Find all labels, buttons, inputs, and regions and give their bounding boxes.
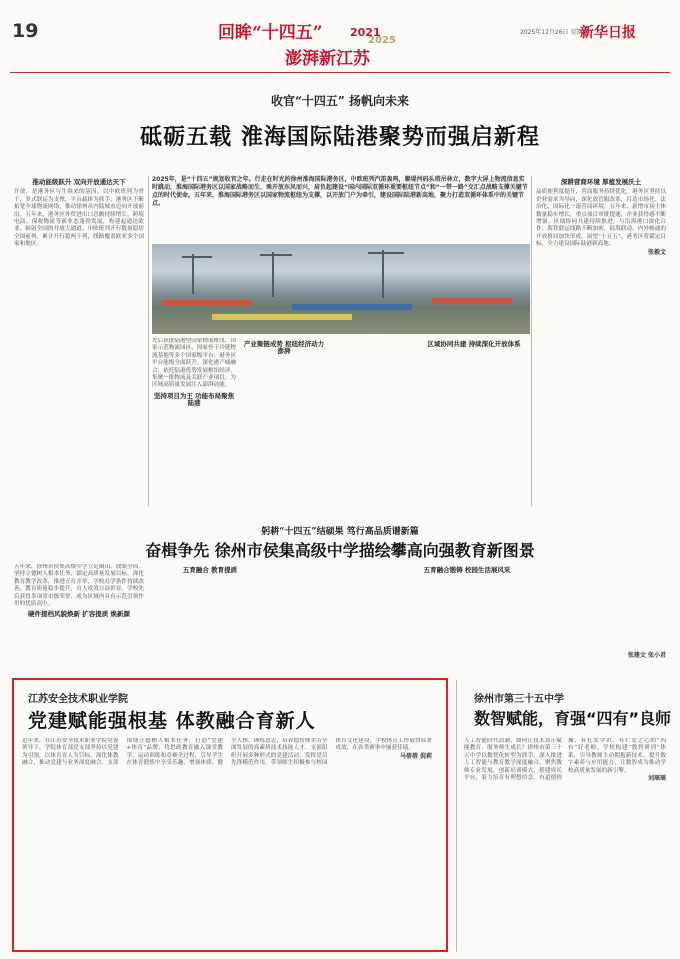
page-header bbox=[0, 0, 680, 76]
story1-lead: 2025年，是“十四五”规划收官之年。行走在时光的徐州淮海国际港务区，中欧班列汽笛轰鸣，顺堤河码头塔吊林立，数字大屏上物流信息实时跳动，淮海国际港务区以国家战略而生、乘开放东风而兴，肩负起建设“国内国际双循环重要枢纽节点”和“一带一路”交汇点战略支撑关键节点的时代使命。五年来，淮海国际港务区以国家物流枢纽为支撑，以开放门户为牵引，建设国际陆港新高地，聚力打造双循环体系中的关键节点。 bbox=[152, 176, 528, 207]
story1-right-subhead: 区域协同共建 持续深化开放体系 bbox=[427, 340, 521, 348]
newspaper-logo: 新华日报 bbox=[580, 25, 636, 41]
story2-text: 五年来，徐州市侯集高级中学立足铜山、放眼全国，坚持立德树人根本任务，锚定高质量发展目标，深化教育教学改革，推进五育并举，学校办学条件持续改善，教育质量稳步提升，育人成效日益彰显。学校先后获得多项省市级荣誉，成为区域内具有示范引领作用的优质高中。 bbox=[14, 564, 144, 608]
story3-kicker: 江苏安全技术职业学院 bbox=[28, 694, 128, 705]
story4-headline: 数智赋能，育强“四有”良师 bbox=[474, 709, 672, 728]
banner-year-end: 2025 bbox=[368, 35, 396, 46]
story2-kicker-wrap bbox=[0, 519, 680, 538]
story3-author: 马蓓蓓 倪莉 bbox=[399, 752, 432, 760]
column-divider bbox=[148, 176, 149, 506]
story1-left-column bbox=[14, 176, 144, 506]
story1-kicker: 收官“十四五” 扬帆向未来 bbox=[271, 94, 409, 108]
story4-text: 人工智能时代浪潮，如何让技术真正赋能教育、服务师生成长？徐州市第三十五中学以数智化转型为抓手，深入推进人工智能与教育教学深度融合，聚焦教师专业发展，创新培训模式，搭建成长平台，着力培育有理想信念、有道德情操、有扎实学识、有仁爱之心的“四有”好老师。学校构建“数智研训”体系，引导教师主动拥抱新技术，提升数字素养与应用能力，让数智成为推动学校高质量发展的新引擎。 bbox=[464, 738, 666, 782]
story1-far-right-subhead: 深耕营商环境 厚植发展沃土 bbox=[560, 178, 642, 186]
story4-body bbox=[464, 738, 666, 944]
story2-column-4 bbox=[402, 564, 532, 672]
header-rule bbox=[10, 72, 670, 73]
story2-kicker: 躬耕“十四五”结硕果 笃行高品质谱新篇 bbox=[261, 527, 419, 537]
story1-author: 张毅文 bbox=[647, 248, 666, 256]
story1-mid-subhead-2: 产业聚链成势 枢纽经济动力澎湃 bbox=[243, 340, 325, 356]
column-divider bbox=[456, 680, 457, 952]
story1-mid-text: 先后获批陆港型国家物流枢纽、国家示范物流园区、国家骨干冷链物流基地等多个国家级平台，港务区平台能级全面跃升。深化港产城融合，依托陆港优势发展枢纽经济，集聚一批物流及关联产业项目，为区域高质量发展注入澎湃动能。 bbox=[152, 338, 236, 389]
banner-title-line2: 澎湃新江苏 bbox=[285, 49, 370, 69]
story2-column-3 bbox=[276, 564, 396, 672]
port-aerial-photo bbox=[152, 244, 530, 334]
story1-mid-subhead: 坚持项目为王 功能布局聚焦陆港 bbox=[153, 391, 235, 408]
page-number: 19 bbox=[12, 20, 39, 42]
story1-far-right-text: 品质便利度提升，营商服务持续优化。港务区坚持以企业需求为导向，深化放管服改革，打造市场化、法治化、国际化一流营商环境。五年来，新增市场主体数量稳步增长，重点项目审批提速，企业获得感不断增强。区域协同共建持续推进，与沿海港口深化合作，海铁联运线路不断加密，陆海联动、内外畅通的开放格局加快形成。展望“十五五”，港务区将锚定目标，全力建设国际陆港新高地。 bbox=[536, 189, 666, 248]
story2-subhead-1: 硬件提档风貌焕新 扩容提质 焕新颜 bbox=[27, 610, 131, 619]
story4-kicker: 徐州市第三十五中学 bbox=[474, 694, 564, 705]
story3-body bbox=[22, 738, 432, 944]
story3-headline: 党建赋能强根基 体教融合育新人 bbox=[28, 710, 316, 732]
story2-subhead-2: 五育融合 教育提质 bbox=[182, 566, 238, 574]
banner-year-start: 2021 bbox=[350, 26, 381, 39]
banner-title-line1: 回眸“十四五” bbox=[218, 23, 323, 43]
story2-subhead-3: 五育融合锻铸 校园生活展风采 bbox=[423, 566, 511, 574]
story2-column-1 bbox=[14, 564, 144, 672]
story1-far-right-column bbox=[536, 176, 666, 506]
story1-left-text: 开放，是港务区与生俱来的基因。以中欧班列为骨干，多式联运为支撑，平台载体为抓手，港务区不断拓宽全球物流网络，推动徐州从内陆城市迈向开放前沿。五年来，港务区外贸进出口总额持续增长，跨境电商、保税物流等新业态蓬勃发展，构建起通达欧亚、辐射全国的开放大通道。中欧班列开行数量稳居全国前列，累计开行超两千列，线路覆盖欧亚多个国家和地区。 bbox=[14, 189, 144, 248]
story2-author: 张建文 张小君 bbox=[627, 652, 666, 659]
issue-date: 2025年12月26日 星期五 bbox=[520, 29, 589, 36]
story1-mid-column-3 bbox=[332, 338, 416, 510]
story1-mid-column-2 bbox=[242, 338, 326, 510]
story2-column-5 bbox=[538, 564, 666, 672]
column-divider bbox=[531, 176, 532, 506]
story2-headline: 奋楫争先 徐州市侯集高级中学描绘攀高向强教育新图景 bbox=[145, 541, 535, 560]
story3-text: 近年来，在江苏安全技术职业学院党委领导下，学院体育部党支部坚持以党建为引领，以体育育人为目标，深化体教融合，推动党建与业务深度融合。支部围绕立德树人根本任务，打造“党建+体育”品牌，将思政教育融入课堂教学、运动训练和竞赛全过程，引导学生在体育锻炼中享受乐趣、增强体质、健全人格、锤炼意志，培养德智体美劳全面发展的高素质技术技能人才。支部组织开展多种形式的党建活动，发挥党员先锋模范作用，带领师生积极参与校园体育文化建设，学校体育工作取得显著成效，在各类赛事中屡获佳绩。 bbox=[22, 738, 432, 767]
story1-left-subhead: 推动能级跃升 双向开放通达天下 bbox=[32, 178, 126, 186]
story2-column-2 bbox=[150, 564, 270, 672]
story4-author: 刘瑶瑶 bbox=[647, 775, 666, 783]
story1-mid-column-1 bbox=[152, 338, 236, 510]
story1-headline: 砥砺五载 淮海国际陆港聚势而强启新程 bbox=[140, 125, 540, 150]
story1-right-column bbox=[422, 338, 526, 510]
